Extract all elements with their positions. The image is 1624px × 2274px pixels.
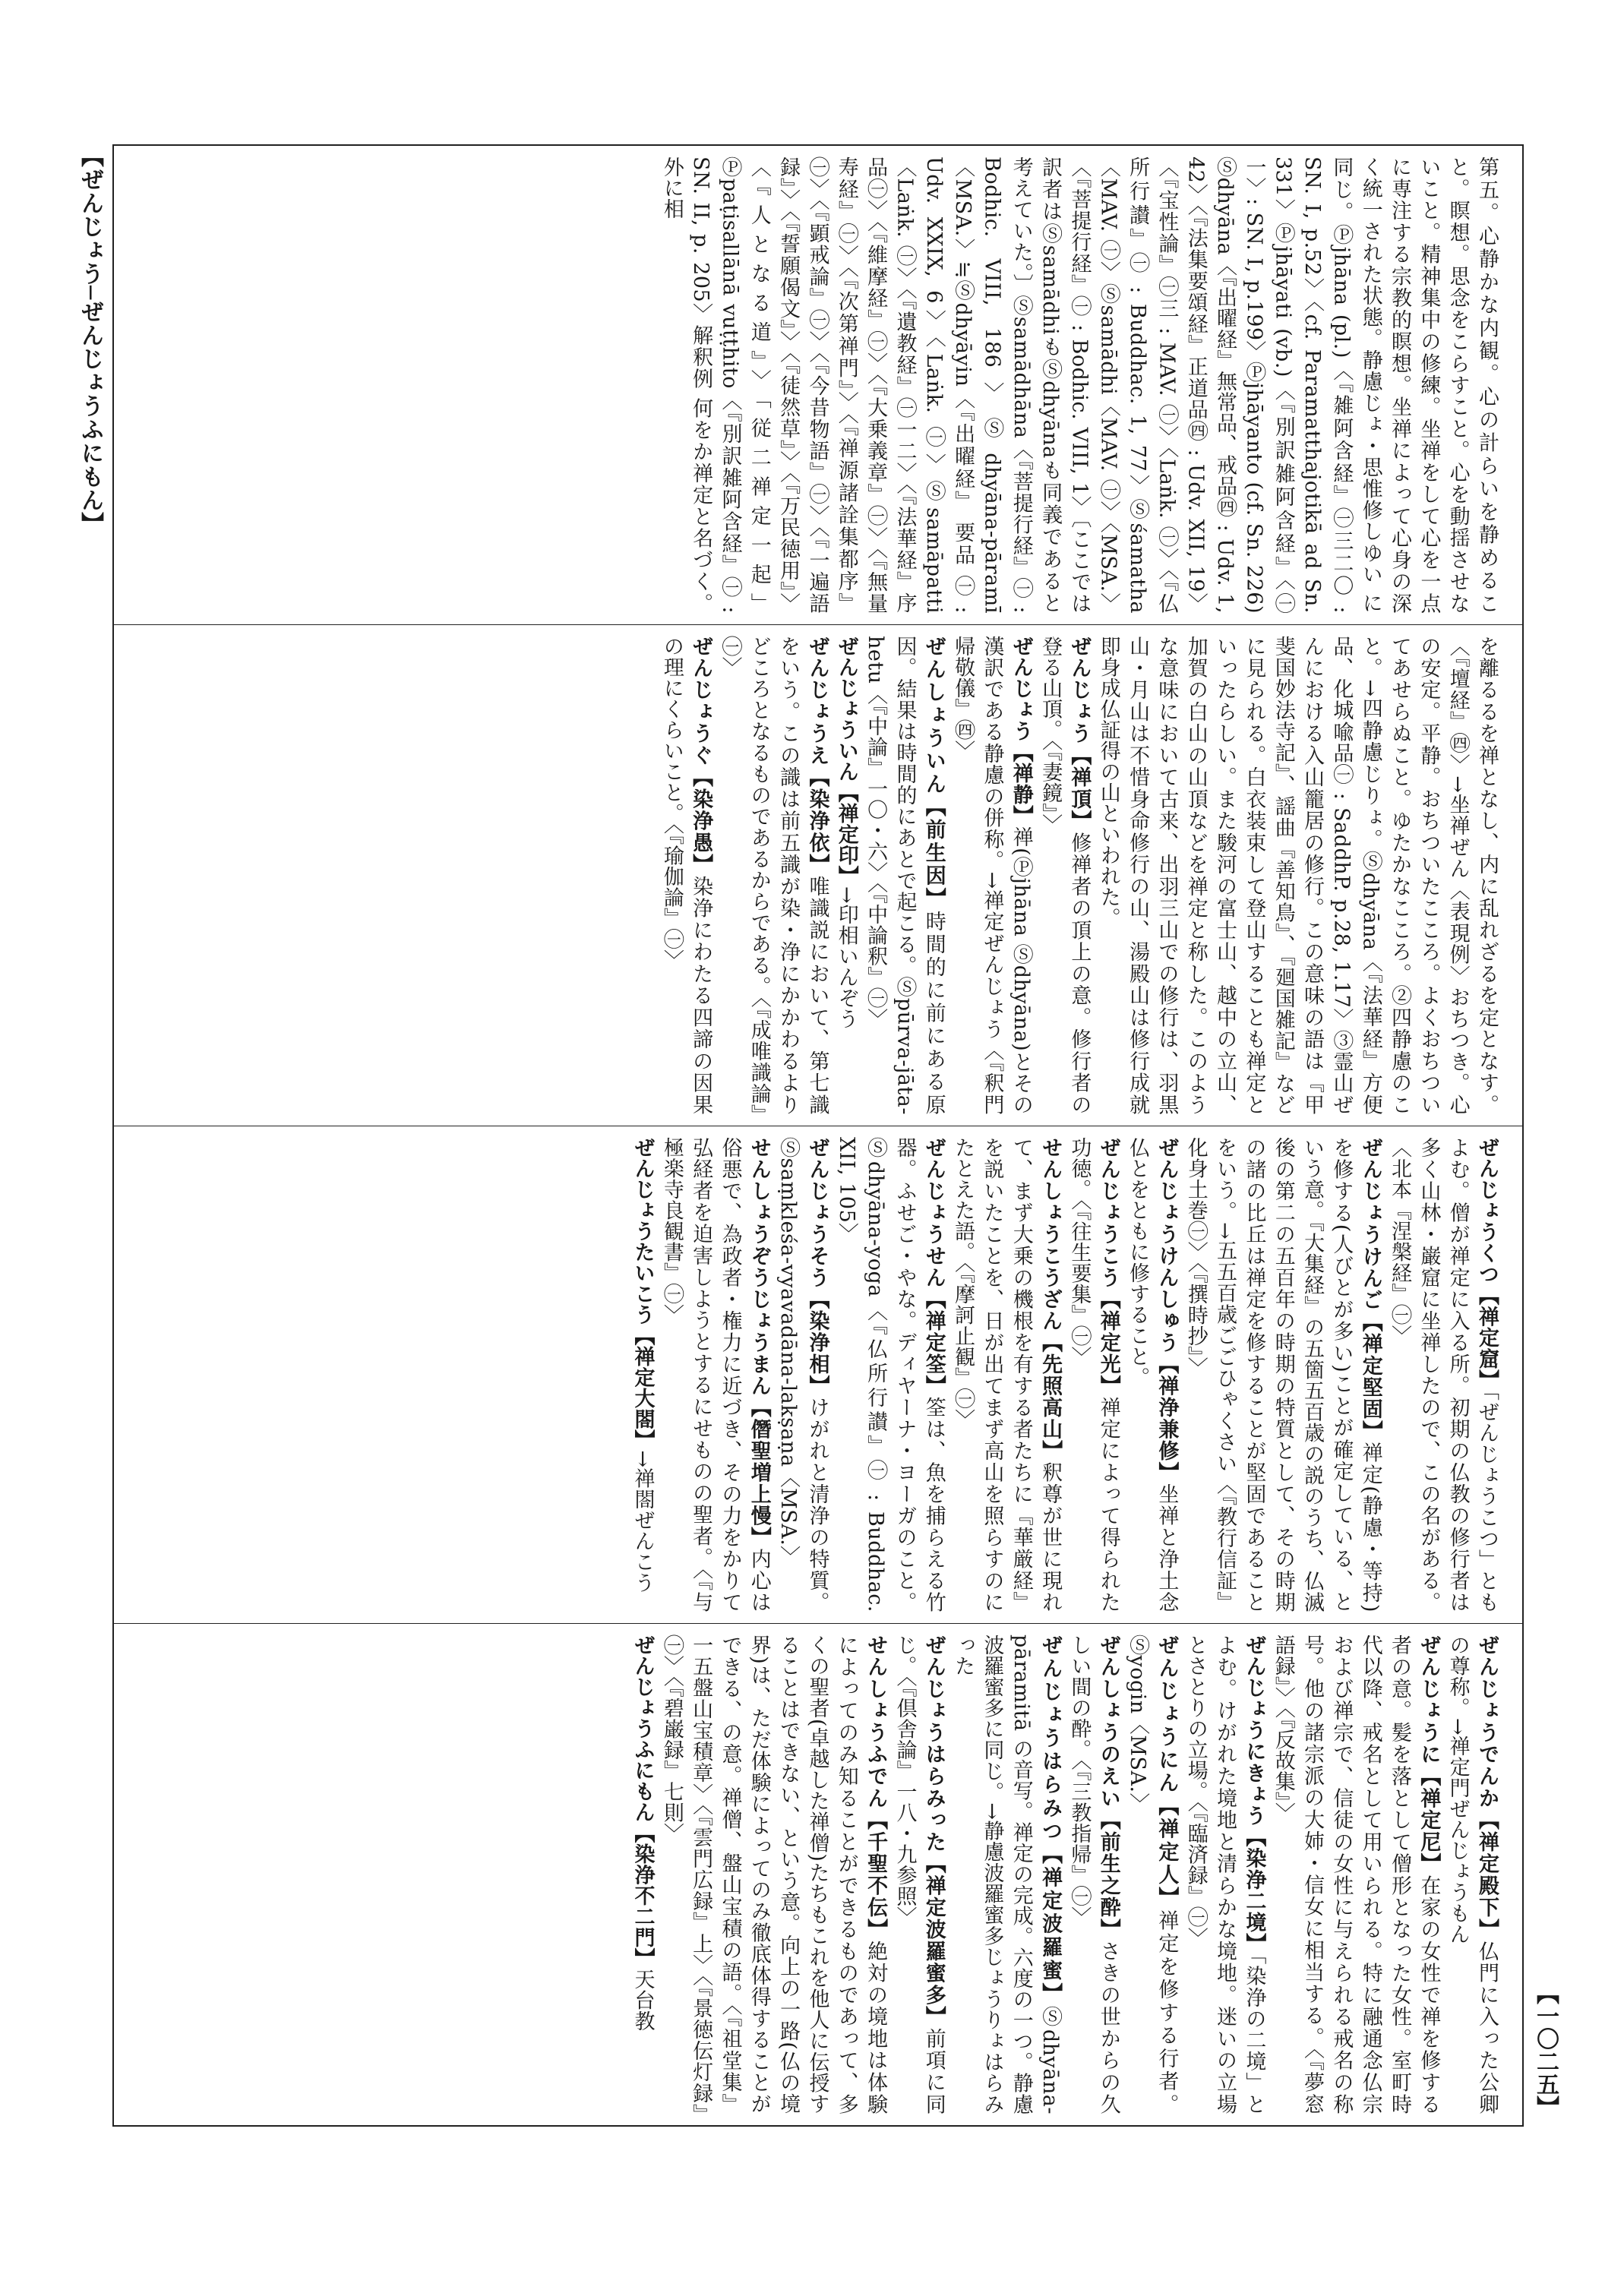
dictionary-entry: [1064, 1634, 1123, 2115]
dictionary-entry: [889, 1634, 948, 2115]
entry-body: 禅定を修する行者。Ⓢyogin〈MSA.〉: [1126, 1634, 1179, 2115]
tier-1: [114, 146, 1522, 624]
entry-body: 釈尊が世に現れて、まず大乗の機根を有する者たちに『華厳経』を説いたことを、日が出てまず高山を照らすのにたとえた語。〈『摩訶止観』㊀〉: [951, 1137, 1063, 1612]
entry-headword: ぜんじょうぐ【染浄愚】: [689, 636, 713, 876]
dictionary-entry: [831, 636, 860, 1115]
dictionary-entry: [656, 636, 715, 1115]
tier-1-text: [656, 156, 1501, 614]
entry-body: 禅定によって得られた功徳。〈『往生要集』㊀〉: [1067, 1137, 1120, 1612]
dictionary-entry: [1123, 1137, 1181, 1612]
tier-2: [114, 624, 1522, 1126]
entry-body: 時間的に前にある原因。結果は時間的にあとで起こる。Ⓢpūrva-jāta-hetu〈『中論』一〇・六〉〈『中論釈』㊀〉: [864, 636, 946, 1115]
dictionary-entry: [1442, 1634, 1501, 2115]
dictionary-entry: [1180, 1137, 1384, 1612]
entry-headword: ぜんじょうにん【禅定人】: [1155, 1634, 1179, 1910]
entry-headword: ぜんじょうそう【染浄相】: [805, 1137, 829, 1397]
entry-body: さきの世からの久しい間の酔。〈『三教指帰』㊀〉: [1067, 1634, 1120, 2115]
dictionary-entry: [948, 636, 1035, 1115]
entry-body: →禅閤ぜんこう: [630, 1450, 655, 1593]
running-header: 【ぜんじょう─ぜんじょうふにもん】: [77, 144, 103, 536]
entry-body: 「ぜんじょうこつ」ともよむ。僧が禅定に入る所。初期の仏教の修行者は多く山林・巌窟に坐禅したので、この名がある。〈北本『涅槃経』㊀〉: [1388, 1137, 1499, 1612]
dictionary-entry: [773, 1137, 832, 1612]
entry-body: 「染浄の二境」とよむ。けがれた境地と清らかな境地。迷いの立場とさとりの立場。〈『臨済録』㊀〉: [1183, 1634, 1266, 2115]
dictionary-entry: [861, 636, 948, 1115]
dictionary-entry: [1093, 636, 1501, 1115]
entry-body: 坐禅と浄土念仏とをともに修すること。: [1126, 1137, 1179, 1612]
dictionary-entry: [656, 1634, 889, 2115]
entry-body: けがれと清浄の特質。Ⓢsaṃkleśa-vyavadāna-lakṣaṇa〈MSA.〉: [776, 1137, 829, 1612]
entry-body: 絶対の境地は体験によってのみ知ることができるものであって、多くの聖者(卓越した禅僧)たちもこれを他人に伝授することはできない、という意。向上の一路(仏の境界)は、ただ体験によってのみ徹底体得することができる、の意。禅僧、盤山宝積の語。〈『祖堂集』一五盤山宝積章〉〈『雲門広録』上〉〈『景徳伝灯録』㊀〉〈『碧巌録』七則〉: [659, 1634, 888, 2115]
entry-body: →印相いんぞう: [834, 886, 858, 1030]
entry-body: 禅(Ⓟjhāna Ⓢdhyāna)とその漢訳である静慮の併称。→禅定ぜんじょう〈『釈門帰敬儀』㊃〉: [951, 636, 1033, 1115]
entry-body: 仏門に入った公卿の尊称。→禅定門ぜんじょうもん: [1445, 1634, 1499, 2115]
entry-body: 在家の女性で禅を修する者の意。髪を落として僧形となった女性。室町時代以降、戒名として用いられる。特に融通念仏宗および禅宗で、信徒の女性に与えられる戒名の称号。他の諸宗派の大姉・信女に相当する。〈『夢窓語録』〉〈『反故集』〉: [1271, 1634, 1441, 2115]
dictionary-entry: [1268, 1634, 1442, 2115]
tier-3: [114, 1126, 1522, 1623]
entry-headword: ぜんじょうたいこう【禅定大閤】: [630, 1137, 655, 1451]
dictionary-entry: [948, 1634, 1064, 2115]
entry-body: 禅定(静慮・等持)を修する(人びとが多い)ことが確定している、という意。『大集経』の五箇五百歳の説のうち、仏滅後の第二の五百年の時期の特質として、その時期の諸の比丘は禅定を修することが堅固であることをいう。→五五百歳ごごひゃくさい〈『教行信証』化身土巻㊀〉〈『撰時抄』〉: [1183, 1137, 1382, 1612]
dictionary-entry: [627, 1634, 656, 2115]
dictionary-entry: [627, 1137, 656, 1612]
dictionary-entry: [948, 1137, 1064, 1612]
entry-body: 修禅者の頂上の意。修行者の登る山頂。〈『妻鏡』〉: [1038, 636, 1092, 1115]
dictionary-entry: [831, 1137, 947, 1612]
dictionary-entry: [656, 156, 1501, 614]
entry-headword: ぜんじょう【禅頂】: [1067, 636, 1092, 832]
dictionary-entry: [715, 636, 831, 1115]
entry-headword: ぜんじょうけんご【禅定堅固】: [1358, 1137, 1382, 1442]
entry-headword: せんしょうこうざん【先照高山】: [1038, 1137, 1063, 1462]
entry-headword: ぜんじょうこう【禅定光】: [1096, 1137, 1120, 1397]
entry-body: 天台教: [630, 1969, 655, 2032]
entry-headword: せんしょうふでん【千聖不伝】: [864, 1634, 888, 1941]
entry-headword: ぜんじょうでんか【禅定殿下】: [1475, 1634, 1499, 1941]
entry-body: 筌は、魚を捕らえる竹器。ふせご・やな。ディヤーナ・ヨーガのこと。Ⓢdhyāna-yoga〈『仏所行讃』㊀ : Buddhac. XII, 105〉: [834, 1137, 946, 1612]
dictionary-page-frame: [112, 144, 1524, 2127]
entry-headword: ぜんじょうせん【禅定筌】: [921, 1137, 946, 1397]
tier-4: [114, 1623, 1522, 2125]
entry-body: を離るるを禅となし、内に乱れざるを定となす。〈『壇経』㊃〉→坐禅ぜん〈表現例〉おちつき。心の安定。平静。おちついたこころ。よくおちついてあせらぬこと。ゆたかなこころ。②四静慮のこと。→四静慮じりょ。Ⓢdhyāna〈『法華経』方便品、化城喩品㊀ : SaddhP. p.28, 1.17〉③霊山ぜんにおける入山籠居の修行。この意味の語は『甲斐国妙法寺記』、謡曲『善知鳥』、『廻国雑記』などに見られる。白衣装束して登山することも禅定といったらしい。また駿河の富士山、越中の立山、加賀の白山の山頂などを禅定と称した。このような意味において古来、出羽三山での修行は、羽黒山・月山は不惜身命修行の山、湯殿山は修行成就即身成仏証得の山といわれた。: [1096, 636, 1499, 1115]
entry-body: 唯識説において、第七識をいう。この識は前五識が染・浄にかかわるよりどころとなるものであるからである。〈『成唯識論』㊀〉: [718, 636, 829, 1115]
entry-body: 染浄にわたる四諦の因果の理にくらいこと。〈『瑜伽論』㊀〉: [659, 636, 713, 1115]
entry-body: Ⓢdhyāna-pāramitā の音写。禅定の完成。六度の一つ。静慮波羅蜜多に同じ。→静慮波羅蜜多じょうりょはらみった: [951, 1634, 1063, 2115]
tier-2-text: [656, 636, 1501, 1115]
entry-headword: ぜんじょうにきょう【染浄二境】: [1242, 1634, 1266, 1955]
entry-headword: せんしょうぞうじょうまん【僭聖増上慢】: [747, 1137, 771, 1549]
entry-headword: ぜんじょういん【禅定印】: [834, 636, 858, 886]
entry-headword: ぜんしょうのえい【前生之酔】: [1096, 1634, 1120, 1941]
entry-body: 第五。心静かな内観。心の計らいを静めること。瞑想。思念をこらすこと。心を動揺させないこと。精神集中の修練。坐禅をして心を一点に専注する宗教的瞑想。坐禅によって心身の深く統一された状態。静慮じょ・思惟修しゆい に同じ。Ⓟjhāna (pl.)〈『雑阿含経』㊀三二〇 : SN. I, p.52〉〈cf. Paramatthajotikā ad Sn. 331〉Ⓟjhāyati (vb.)〈『別訳雑阿含経』〈㊀一〉: SN. I, p.199〉Ⓟjhāyanto (cf. Sn. 226) Ⓢdhyāna〈『出曜経』無常品、戒品㊃ : Udv. 1, 42〉〈『法集要頌経』正道品㊃ : Udv. XII, 19〉〈『宝性論』㊀三 : MAV. ㊀〉〈Laṅk. ㊀〉〈『仏所行讃』㊀ : Buddhac. 1, 77〉Ⓢśamatha〈MAV. ㊀〉Ⓢsamādhi〈MAV. ㊀〉〈MSA.〉〈『菩提行経』㊀ : Bodhic. VIII, 1〉〔ここでは訳者はⓈsamādhiもⓈdhyānaも同義であると考えていた。〕Ⓢsamādhāna〈『菩提行経』㊀ : Bodhic. VIII, 186〉Ⓢdhyāna-pāramī〈MSA.〉≒Ⓢdhyāyin〈『出曜経』 要品 ㊀ : Udv. XXIX, 6〉〈Laṅk. ㊀〉Ⓢsamāpatti〈Laṅk. ㊀〉〈『遺教経』㊀一二〉〈『法華経』序品㊀〉〈『維摩経』㊀〉〈『大乗義章』㊀〉〈『無量寿経』㊀〉〈『次第禅門』〉〈『禅源諸詮集都序』㊀〉〈『顕戒論』㊀〉〈『今昔物語』㊀〉〈『一遍語録』〉〈『誓願偈文』〉〈『徒然草』〉〈『万民徳用』〉〈『人となる道』〉「従二禅定一起」Ⓟpaṭisallānā vuṭṭhito〈『別訳雑阿含経』㊀ : SN. II, p. 205〉解釈例 何をか禅定と名づく。外に相: [659, 156, 1499, 614]
entry-headword: ぜんしょういん【前生因】: [921, 636, 946, 911]
entry-headword: ぜんじょうはらみつ【禅定波羅蜜】: [1038, 1634, 1063, 2007]
dictionary-entry: [1035, 636, 1094, 1115]
entry-headword: ぜんじょうふにもん【染浄不二門】: [630, 1634, 655, 1969]
entry-headword: ぜんじょうに【禅定尼】: [1417, 1634, 1441, 1875]
entry-headword: ぜんじょう【禅静】: [1009, 636, 1033, 827]
dictionary-entry: [1123, 1634, 1181, 2115]
entry-headword: ぜんじょうけんしゅう【禅浄兼修】: [1155, 1137, 1179, 1483]
dictionary-entry: [656, 1137, 773, 1612]
entry-body: 前項に同じ。〈『倶舎論』一八・九参照〉: [893, 1634, 946, 2115]
dictionary-entry: [1180, 1634, 1268, 2115]
tier-3-text: [627, 1137, 1501, 1612]
tier-4-text: [627, 1634, 1501, 2115]
dictionary-entry: [1064, 1137, 1123, 1612]
dictionary-entry: [1385, 1137, 1501, 1612]
page-number: 【一〇二五】: [1532, 1982, 1559, 2118]
entry-headword: ぜんじょうはらみった【禅定波羅蜜多】: [921, 1634, 946, 2029]
entry-headword: ぜんじょうくつ【禅定窟】: [1475, 1137, 1499, 1391]
entry-headword: ぜんじょうえ【染浄依】: [805, 636, 829, 876]
entry-body: 内心は俗悪で、為政者・権力に近づき、その力をかりて弘経者を迫害しようとするにせものの聖者。〈『与極楽寺良観書』㊀〉: [659, 1137, 771, 1612]
